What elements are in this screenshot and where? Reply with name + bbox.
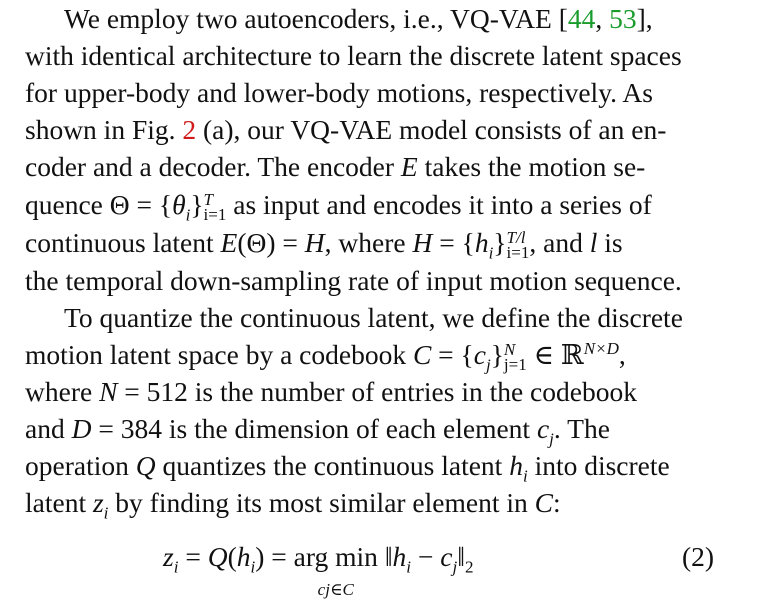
text: is the number of entries in the codebook <box>187 376 637 407</box>
math-sub: i <box>406 557 412 577</box>
p1-line-2: with identical architecture to learn the discrete latent spaces <box>25 40 682 71</box>
math-var: h <box>392 541 407 572</box>
math-var: N <box>99 376 118 407</box>
text: as input and encodes it into a series of <box>226 189 652 220</box>
text: motion latent space by a codebook <box>25 339 413 370</box>
p1-line-4 <box>25 113 666 147</box>
math-var: l <box>589 227 598 258</box>
p1-line-7: continuous latent E(Θ) = H, where $H = \{h_i\}$ T/l i=1 , and l is <box>25 227 623 263</box>
math-op: ( <box>227 541 237 572</box>
math-var: c <box>536 413 550 444</box>
argmin-text: arg min <box>293 541 378 572</box>
math-var: c <box>473 339 486 370</box>
text: , where <box>324 227 413 258</box>
equation-body <box>163 540 474 599</box>
math-sup: T <box>203 190 213 210</box>
math-var: Q <box>207 541 228 572</box>
text: = { <box>431 339 474 370</box>
math-var: h <box>236 541 251 572</box>
math-sub: 2 <box>464 557 474 577</box>
math-sub: i <box>488 243 494 263</box>
math-var: D <box>71 413 92 444</box>
text: operation <box>25 450 136 481</box>
p2-line-5 <box>25 449 670 486</box>
argmin-operator <box>293 540 378 599</box>
text: = 512 <box>117 376 188 407</box>
math-op: ‖ <box>457 541 465 572</box>
p2-line-1: To quantize the continuous latent, we define the discrete <box>64 302 683 333</box>
text: quence Θ = { <box>25 189 173 220</box>
math-var: z <box>163 541 174 572</box>
math-sub: j=1 <box>503 355 527 375</box>
text: quantizes the continuous latent <box>155 450 510 481</box>
p2-line-6 <box>25 486 561 523</box>
text: into discrete <box>527 450 670 481</box>
text: : <box>552 487 561 518</box>
math-var: E <box>220 227 238 258</box>
math-op: ‖ <box>377 541 393 572</box>
equation-number: (2) <box>682 541 715 572</box>
math-sub: i <box>173 557 179 577</box>
math-sub: i <box>185 205 191 225</box>
text: where <box>25 376 100 407</box>
p1-line-1 <box>64 2 653 36</box>
p1-line-5 <box>25 150 645 184</box>
p2-line-4 <box>25 412 610 449</box>
math-var: z <box>92 487 104 518</box>
text: coder and a decoder. The encoder <box>25 151 401 182</box>
text: = 384 <box>91 413 162 444</box>
text: and <box>25 413 72 444</box>
math-sub: i <box>522 466 528 486</box>
math-var: H <box>304 227 325 258</box>
text: takes the motion se- <box>417 151 646 182</box>
text: is <box>597 227 623 258</box>
math-var: C <box>412 339 432 370</box>
math-sub: j <box>485 355 491 375</box>
text: ], <box>636 3 653 34</box>
text: ∈ ℝ <box>526 339 584 370</box>
citation-link[interactable]: 44 <box>567 3 596 34</box>
math-var: c <box>440 541 453 572</box>
math-sub: j <box>549 429 554 449</box>
text: by finding its most similar element in <box>108 487 535 518</box>
math-var: θ <box>172 189 186 220</box>
text: = { <box>432 227 475 258</box>
math-limits <box>204 191 227 224</box>
math-sub: i <box>250 557 256 577</box>
citation-link[interactable]: 53 <box>609 3 637 34</box>
math-sub: i=1 <box>203 205 227 225</box>
text: shown in Fig. <box>25 114 183 145</box>
text: (Θ) = <box>237 227 305 258</box>
argmin-limit: cj∈C <box>317 580 354 599</box>
math-var: C <box>534 487 553 518</box>
figure-ref-link[interactable]: 2 <box>182 114 197 145</box>
text: (a), our VQ-VAE model consists of an en- <box>196 114 667 145</box>
text: continuous latent <box>25 227 221 258</box>
math-sub: j <box>452 557 458 577</box>
text: We employ two autoencoders, i.e., VQ-VAE [ <box>64 3 568 34</box>
text: , and <box>529 227 590 258</box>
math-limits <box>504 341 527 374</box>
math-var: Q <box>135 450 156 481</box>
math-var: E <box>400 151 418 182</box>
text: . The <box>553 413 610 444</box>
math-var: h <box>474 227 489 258</box>
display-equation <box>0 540 764 610</box>
math-op: ) = <box>255 541 294 572</box>
math-op: − <box>411 541 441 572</box>
math-var: H <box>412 227 433 258</box>
math-sup: N×D <box>583 338 619 358</box>
p2-line-2: motion latent space by a codebook $C = \{c_j\}$ N j=1 ∈ ℝ$^{N\times D}$, <box>25 338 626 375</box>
p1-line-6: quence $\Theta = \{\theta_i\}$ T i=1 as input and encodes it into a series of <box>25 189 652 225</box>
p1-line-8: the temporal down-sampling rate of input motion sequence. <box>25 265 682 296</box>
math-sup: N <box>503 340 516 360</box>
math-sub: i <box>103 503 109 523</box>
text: latent <box>25 487 93 518</box>
p2-line-3 <box>25 375 637 409</box>
math-sup: T/l <box>506 228 526 248</box>
text: , <box>618 339 626 370</box>
math-limits <box>507 229 530 262</box>
text: is the dimension of each element <box>161 413 537 444</box>
math-op: = <box>178 541 208 572</box>
math-var: h <box>509 450 523 481</box>
math-sub: i=1 <box>506 243 530 263</box>
text: , <box>595 3 610 34</box>
p1-line-3: for upper-body and lower-body motions, respectively. As <box>25 77 653 108</box>
